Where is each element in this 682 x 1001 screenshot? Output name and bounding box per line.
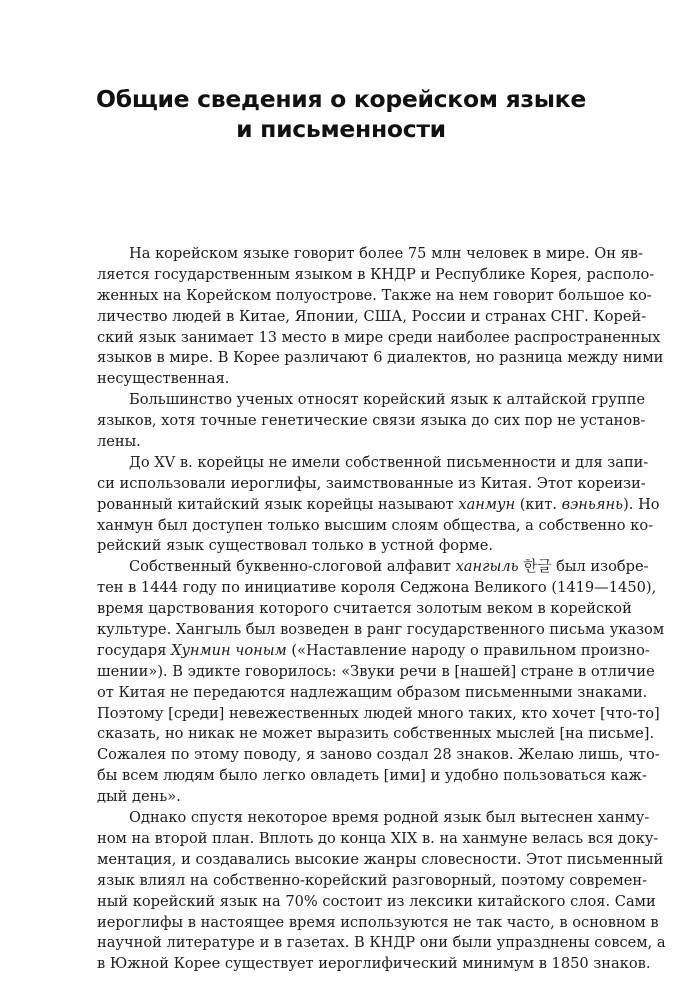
text-line: научной литературе и в газетах. В КНДР они были упразднены совсем, а bbox=[97, 934, 666, 952]
text-line: ский язык занимает 13 место в мире среди наиболее распространенных bbox=[97, 328, 661, 346]
text-line: ном на второй план. Вплоть до конца XIX в. на ханмуне велась вся доку- bbox=[97, 829, 659, 847]
text-line: сказать, но никак не может выразить собственных мыслей [на письме]. bbox=[97, 725, 655, 743]
text-line: Поэтому [среди] невежественных людей много таких, кто хочет [что-то] bbox=[97, 704, 660, 722]
text-line: До XV в. корейцы не имели собственной письменности и для запи- bbox=[129, 453, 649, 471]
text-line: Однако спустя некоторое время родной язык был вытеснен ханму- bbox=[129, 809, 650, 827]
text-line: ментация, и создавались высокие жанры словесности. Этот письменный bbox=[97, 850, 664, 868]
text-line: ляется государственным языком в КНДР и Республике Корея, располо- bbox=[97, 265, 655, 283]
text-line: бы всем людям было легко овладеть [ими] и удобно пользоваться каж- bbox=[97, 767, 647, 785]
text-line: рованный китайский язык корейцы называют ханмун (кит. вэньянь). Но bbox=[97, 495, 660, 513]
title-line-1: Общие сведения о корейском языке bbox=[96, 85, 586, 113]
text-line: тен в 1444 году по инициативе короля Седжона Великого (1419—1450), bbox=[97, 579, 657, 597]
text-line: в Южной Корее существует иероглифический минимум в 1850 знаков. bbox=[97, 955, 651, 973]
text-line: личество людей в Китае, Японии, США, России и странах СНГ. Корей- bbox=[97, 307, 647, 325]
title-line-2: и письменности bbox=[236, 115, 446, 143]
text-line: ный корейский язык на 70% состоит из лексики китайского слоя. Сами bbox=[97, 892, 656, 910]
text-line: женных на Корейском полуострове. Также на нем говорит большое ко- bbox=[97, 286, 652, 304]
text-line: язык влиял на собственно-корейский разговорный, поэтому современ- bbox=[97, 871, 648, 889]
text-line: языков в мире. В Корее различают 6 диалектов, но разница между ними bbox=[97, 349, 664, 367]
text-line: от Китая не передаются надлежащим образом письменными знаками. bbox=[97, 683, 648, 701]
text-line: На корейском языке говорит более 75 млн человек в мире. Он яв- bbox=[129, 245, 643, 262]
page-title bbox=[0, 84, 682, 144]
text-line: языков, хотя точные генетические связи языка до сих пор не установ- bbox=[97, 412, 646, 430]
text-line: си использовали иероглифы, заимствованные из Китая. Этот кореизи- bbox=[97, 474, 646, 492]
text-line: культуре. Хангыль был возведен в ранг государственного письма указом bbox=[97, 621, 665, 639]
text-line: лены. bbox=[97, 433, 141, 451]
text-line: ханмун был доступен только высшим слоям общества, а собственно ко- bbox=[97, 516, 654, 534]
text-line: Собственный буквенно-слоговой алфавит хангыль 한글 был изобре- bbox=[129, 558, 649, 576]
text-line: время царствования которого считается золотым веком в корейской bbox=[97, 600, 632, 618]
text-line: рейский язык существовал только в устной форме. bbox=[97, 537, 494, 555]
text-line: Большинство ученых относят корейский язык к алтайской группе bbox=[129, 391, 646, 409]
text-line: несущественная. bbox=[97, 370, 230, 388]
text-line: Сожалея по этому поводу, я заново создал 28 знаков. Желаю лишь, что- bbox=[97, 746, 660, 764]
text-line: государя Хунмин чоным («Наставление народу о правильном произно- bbox=[97, 641, 650, 659]
body-text bbox=[97, 244, 666, 975]
text-line: шении»). В эдикте говорилось: «Звуки речи в [нашей] стране в отличие bbox=[97, 662, 655, 680]
text-line: дый день». bbox=[97, 788, 181, 806]
text-line: иероглифы в настоящее время используются не так часто, в основном в bbox=[97, 913, 659, 931]
